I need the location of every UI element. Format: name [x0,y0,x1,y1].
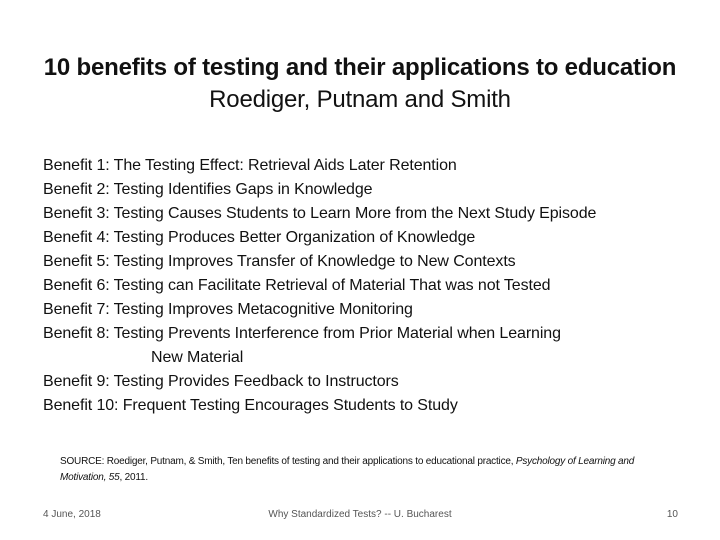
benefit-item-2: Benefit 2: Testing Identifies Gaps in Knowledge [43,181,373,198]
source-citation-suffix: , 2011. [119,472,148,483]
benefit-item-8-continuation: New Material [151,349,244,366]
benefits-list [43,154,703,418]
footer-date: 4 June, 2018 [43,509,101,520]
source-citation [60,454,660,486]
benefit-item-7: Benefit 7: Testing Improves Metacognitive Monitoring [43,301,413,318]
benefit-item-1: Benefit 1: The Testing Effect: Retrieval Aids Later Retention [43,157,457,174]
slide-subtitle: Roediger, Putnam and Smith [209,86,511,113]
benefit-item-10: Benefit 10: Frequent Testing Encourages Students to Study [43,397,458,414]
benefit-item-5: Benefit 5: Testing Improves Transfer of Knowledge to New Contexts [43,253,516,270]
footer-title: Why Standardized Tests? -- U. Bucharest [268,509,452,520]
benefit-item-4: Benefit 4: Testing Produces Better Organization of Knowledge [43,229,476,246]
source-citation-prefix: SOURCE: Roediger, Putnam, & Smith, Ten benefits of testing and their applications to educational practice, [60,456,516,467]
slide-title-block [10,52,710,116]
benefit-item-9: Benefit 9: Testing Provides Feedback to Instructors [43,373,399,390]
benefit-item-3: Benefit 3: Testing Causes Students to Learn More from the Next Study Episode [43,205,597,222]
benefit-item-6: Benefit 6: Testing can Facilitate Retrieval of Material That was not Tested [43,277,551,294]
benefit-item-8: Benefit 8: Testing Prevents Interference from Prior Material when Learning [43,325,561,342]
page-number: 10 [666,509,678,520]
source-citation-journal: Psychology of Learning and Motivation, 55 [60,456,635,483]
slide-title: 10 benefits of testing and their applications to education [43,54,677,81]
